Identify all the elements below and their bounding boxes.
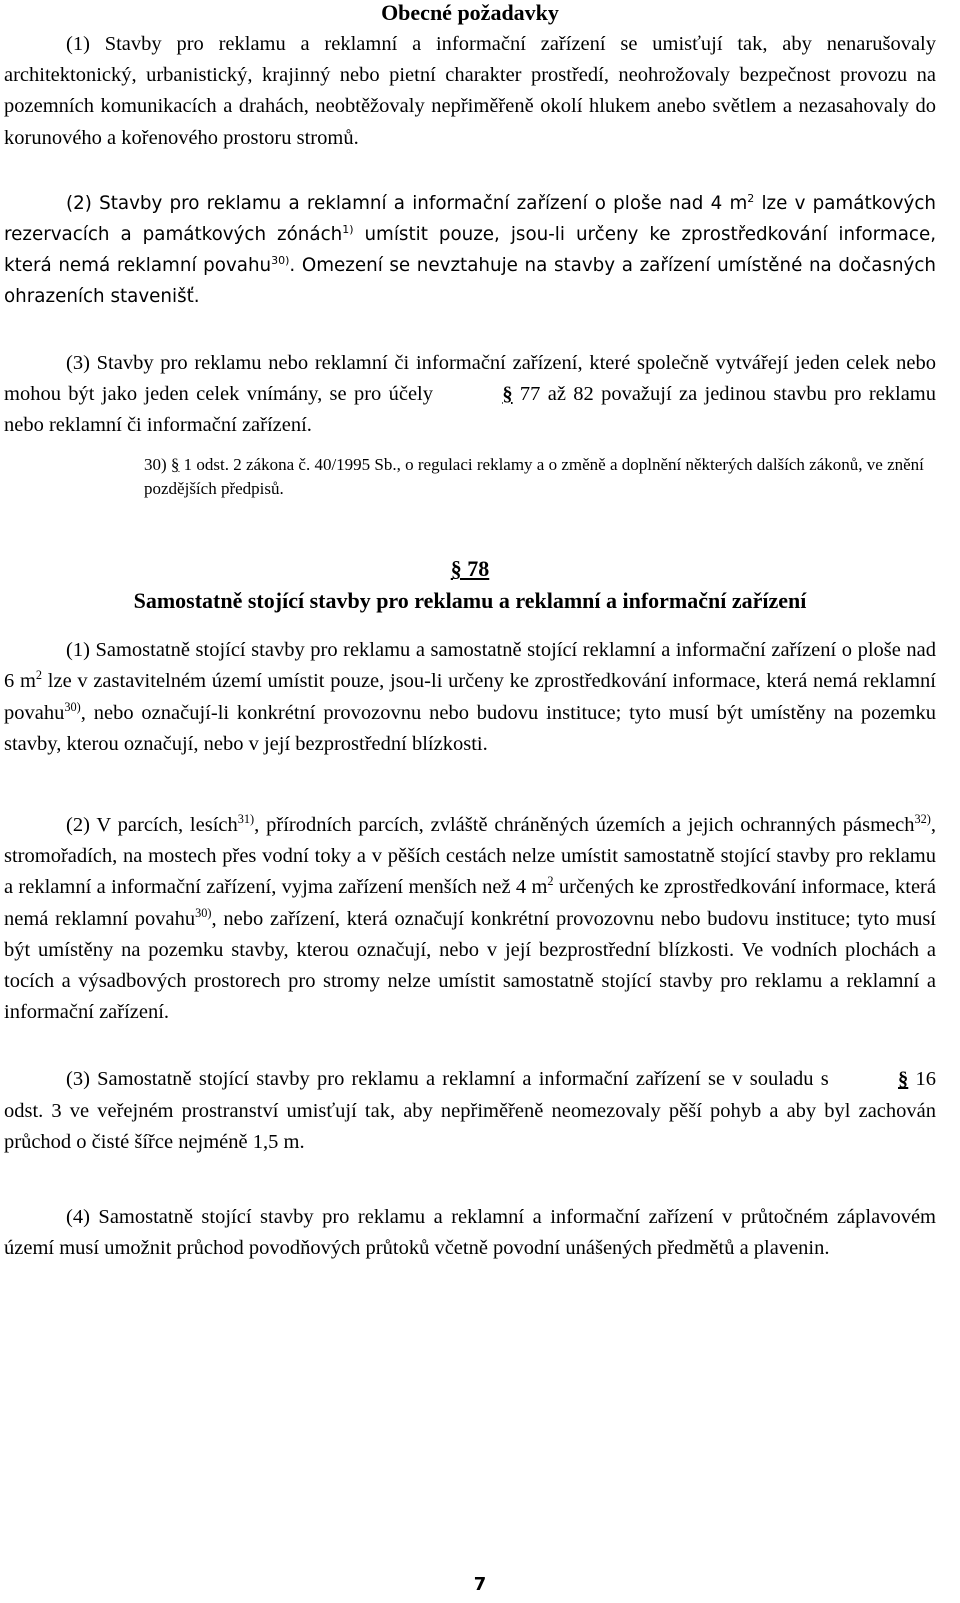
paragraph-2-text-c: umístit pouze, jsou-li určeny ke zprostředkování informace, která nemá reklamní povahu — [4, 224, 937, 277]
footnote-ref-1: 1) — [342, 222, 354, 236]
superscript-m2: 2 — [35, 668, 43, 683]
section-title: Samostatně stojící stavby pro reklamu a reklamní a informační zařízení — [133, 588, 807, 614]
section-78-paragraph-2: (2) V parcích, lesích$^{31)}$, přírodních parcích, zvláště chráněných územích a jejich ochranných pásmech$^{32)}$, stromořadích, na mostech přes vodní toky a v pěších cestách nelze umístit samostatně stojící stavby pro reklamu a reklamní a informační zařízení, vyjma zařízení menších než 4 $m^2$ určených ke zprostředkování informace, která nemá reklamní povahu$^{30)}$, nebo zařízení, která označují konkrétní provozovnu nebo budovu instituce; tyto musí být umístěny na pozemku stavby, kterou označují, nebo v její bezprostřední blízkosti. Ve vodních plochách a tocích a výsadbových prostorech pro stromy nelze umístit samostatně stojící stavby pro reklamu a reklamní a informační zařízení. — [4, 812, 936, 1024]
page-number: 7 — [473, 1574, 487, 1595]
section-symbol: § — [898, 1068, 909, 1091]
section-78-header — [4, 553, 936, 617]
footnote-ref-30: 30) — [271, 254, 290, 268]
paragraph-2 — [4, 188, 936, 313]
section-symbol: § — [170, 455, 180, 475]
page-heading: Obecné požadavky — [381, 0, 559, 25]
footnote-ref-30: 30) — [195, 905, 212, 920]
paragraph-2-text-d: . Omezení se nevztahuje na stavby a zařízení umístěné na dočasných ohrazeních stavenišť. — [4, 255, 936, 308]
section-78-paragraph-3: (3) Samostatně stojící stavby pro reklamu a reklamní a informační zařízení se v souladu s § 16 odst. 3 ve veřejném prostranství umisťují tak, aby nepřiměřeně neomezovaly pěší pohyb a aby byl zachován průchod o čisté šířce nejméně 1,5 m. — [4, 1064, 936, 1158]
footnote-text: 1 odst. 2 zákona č. 40/1995 Sb., o regulaci reklamy a o změně a doplnění některých dalších zákonů, ve znění pozdějších předpisů. — [144, 455, 924, 499]
paragraph-3-text-a: (3) Stavby pro reklamu nebo reklamní či informační zařízení, které společně vytvářejí jeden celek nebo mohou být jako jeden celek vnímány, se pro účely — [4, 351, 936, 405]
section-symbol: § — [502, 382, 513, 405]
paragraph-3 — [4, 348, 936, 442]
footnote-number: 30) — [144, 455, 171, 475]
paragraph-1: (1) Stavby pro reklamu a reklamní a informační zařízení se umisťují tak, aby nenarušovaly architektonický, urbanistický, krajinný nebo pietní charakter prostředí, neohrožovaly bezpečnost provozu na pozemních komunikacích a drahách, neobtěžovaly nepřiměřeně okolí hlukem anebo světlem a nezasahovaly do korunového a kořenového prostoru stromů. — [4, 33, 936, 149]
section-78-paragraph-1: (1) Samostatně stojící stavby pro reklamu a samostatně stojící reklamní a informační zařízení o ploše nad 6 $m^2$ lze v zastavitelném území umístit pouze, jsou-li určeny ke zprostředkování informace, která nemá reklamní povahu$^{30)}$, nebo označují-li konkrétní provozovnu nebo budovu instituce; tyto musí být umístěny na pozemku stavby, kterou označují, nebo v její bezprostřední blízkosti. — [4, 639, 936, 755]
section-number: § 78 — [450, 556, 490, 582]
footnote-ref-31: 31) — [237, 812, 255, 827]
paragraph-2-text-b: lze v památkových rezervacích a památkových zónách — [4, 192, 937, 246]
paragraph-2-text-a: (2) Stavby pro reklamu a reklamní a informační zařízení o ploše nad 4 m — [66, 192, 748, 214]
superscript-m2: 2 — [747, 191, 755, 205]
paragraph-3-text-b: 77 až 82 považují za jedinou stavbu pro reklamu nebo reklamní či informační zařízení. — [4, 382, 936, 437]
superscript-m2: 2 — [547, 874, 554, 889]
document-page — [4, 0, 936, 1264]
footnote-ref-30: 30) — [64, 699, 81, 714]
footnote-ref-32: 32) — [914, 812, 931, 827]
footnote-30 — [4, 453, 936, 501]
section-78-paragraph-4: (4) Samostatně stojící stavby pro reklamu a reklamní a informační zařízení v průtočném záplavovém území musí umožnit průchod povodňových průtoků včetně povodní unášených předmětů a plavenin. — [4, 1206, 936, 1260]
